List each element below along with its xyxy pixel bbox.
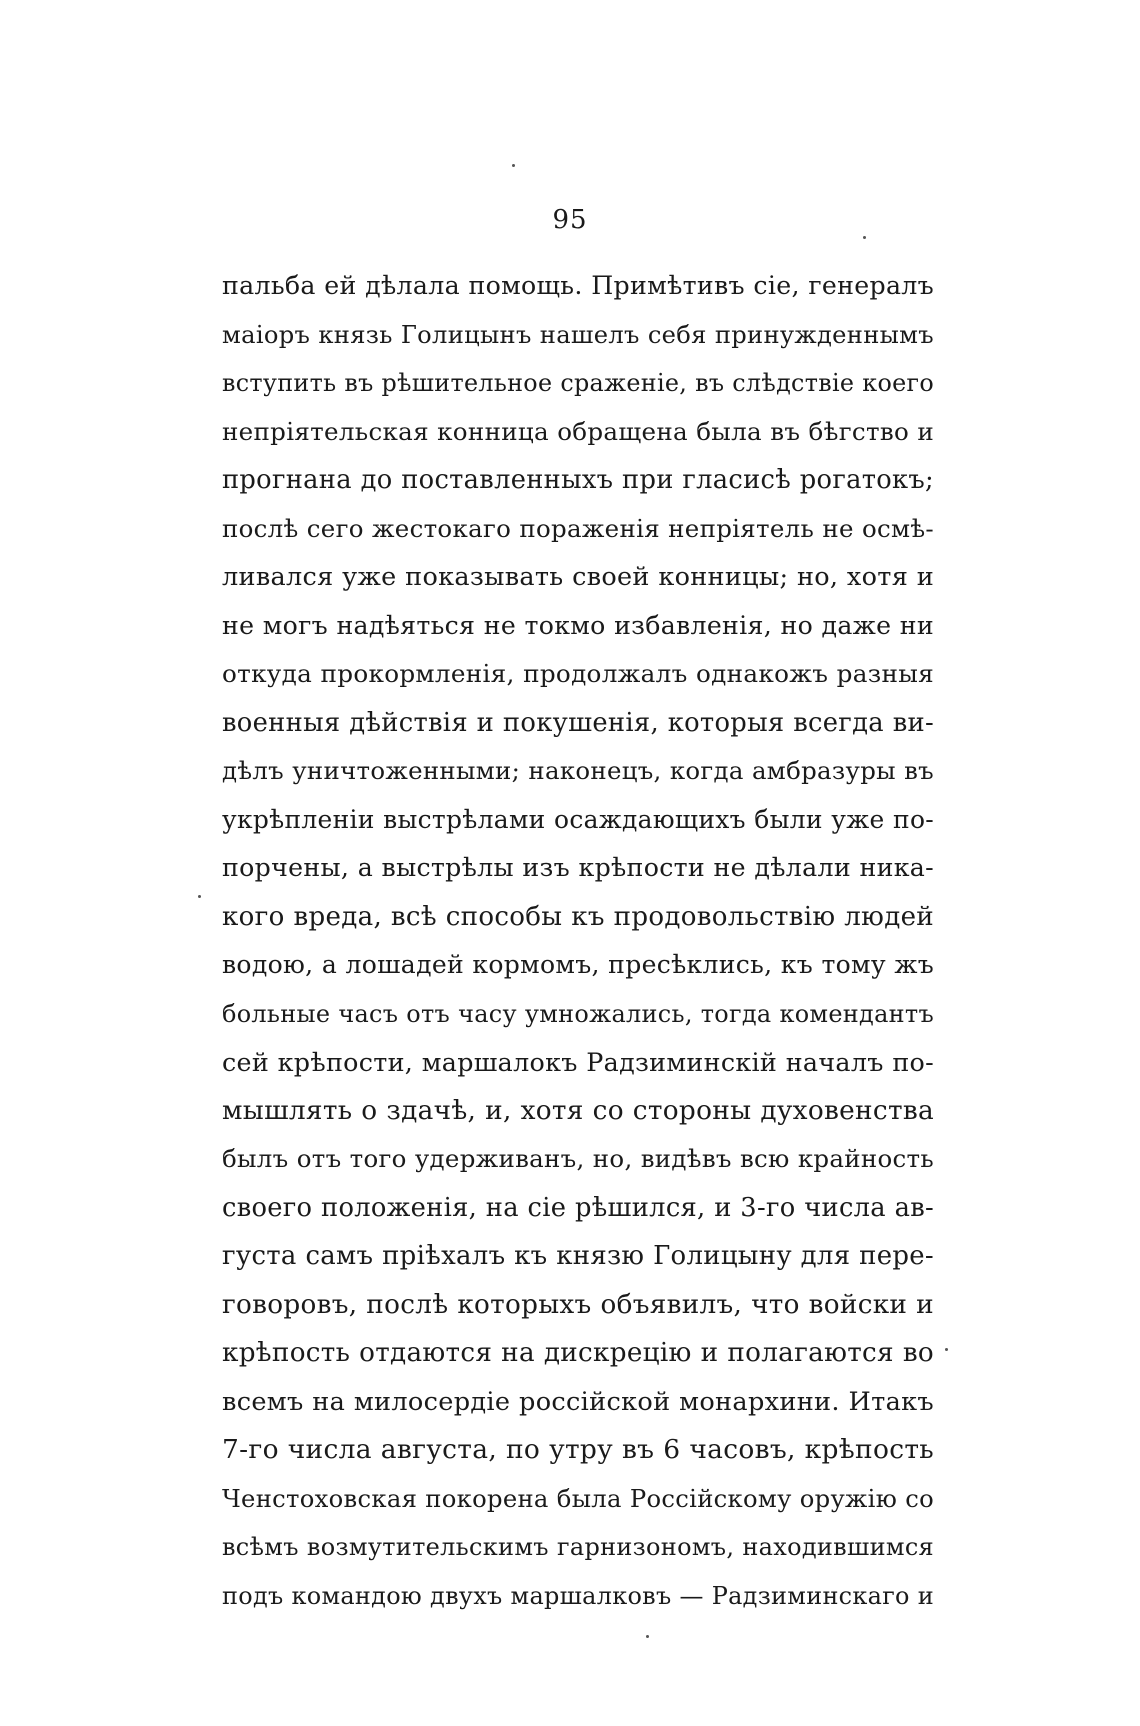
scan-speck	[512, 164, 515, 167]
text-line: всемъ на милосердіе россійской монархини. Итакъ	[222, 1386, 934, 1417]
text-line: 7-го числа августа, по утру въ 6 часовъ, крѣпость	[222, 1434, 934, 1465]
text-line: не могъ надѣяться не токмо избавленія, но даже ни	[222, 610, 934, 640]
text-line: непріятельская конница обращена была въ бѣгство и	[222, 416, 934, 446]
text-line: говоровъ, послѣ которыхъ объявилъ, что войски и	[222, 1289, 934, 1320]
scan-speck	[198, 895, 201, 898]
scan-speck	[945, 1348, 948, 1351]
text-line: дѣлъ уничтоженными; наконецъ, когда амбразуры въ	[222, 756, 934, 785]
text-line: Ченстоховская покорена была Россійскому оружію со	[222, 1483, 934, 1513]
text-line: мышлять о здачѣ, и, хотя со стороны духовенства	[222, 1095, 934, 1126]
text-line: былъ отъ того удерживанъ, но, видѣвъ всю крайность	[222, 1144, 934, 1173]
text-line: откуда прокормленія, продолжалъ однакожъ разныя	[222, 659, 934, 688]
text-line: вступить въ рѣшительное сраженіе, въ слѣдствіе коего	[222, 369, 934, 397]
text-line: порчены, а выстрѣлы изъ крѣпости не дѣлали ника-	[222, 853, 934, 882]
text-line: военныя дѣйствія и покушенія, которыя всегда ви-	[222, 707, 934, 738]
text-line: пальба ей дѣлала помощь. Примѣтивъ сіе, генералъ	[222, 271, 934, 300]
text-line: прогнана до поставленныхъ при гласисѣ рогатокъ;	[222, 465, 934, 495]
text-line: подъ командою двухъ маршалковъ — Радзиминскаго и	[222, 1581, 934, 1610]
text-line: всѣмъ возмутительскимъ гарнизономъ, находившимся	[222, 1533, 934, 1561]
scan-speck	[646, 1635, 649, 1638]
body-text	[222, 262, 934, 1620]
text-line: маіоръ князь Голицынъ нашелъ себя принужденнымъ	[222, 320, 934, 349]
text-line: водою, а лошадей кормомъ, пресѣклись, къ тому жъ	[222, 950, 934, 979]
text-line: крѣпость отдаются на дискрецію и полагаются во	[222, 1338, 934, 1368]
text-line: послѣ сего жестокаго пораженія непріятель не осмѣ-	[222, 513, 934, 543]
text-line: укрѣпленіи выстрѣлами осаждающихъ были уже по-	[222, 804, 934, 834]
text-line: своего положенія, на сіе рѣшился, и 3-го числа ав-	[222, 1192, 934, 1223]
text-line: сей крѣпости, маршалокъ Радзиминскій началъ по-	[222, 1047, 934, 1077]
text-line: густа самъ пріѣхалъ къ князю Голицыну для пере-	[222, 1241, 934, 1271]
text-line: ливался уже показывать своей конницы; но, хотя и	[222, 562, 934, 592]
text-line: больные часъ отъ часу умножались, тогда комендантъ	[222, 999, 934, 1028]
text-line: кого вреда, всѣ способы къ продовольствію людей	[222, 901, 934, 932]
scan-speck	[863, 236, 866, 239]
page-number: 95	[552, 205, 588, 235]
